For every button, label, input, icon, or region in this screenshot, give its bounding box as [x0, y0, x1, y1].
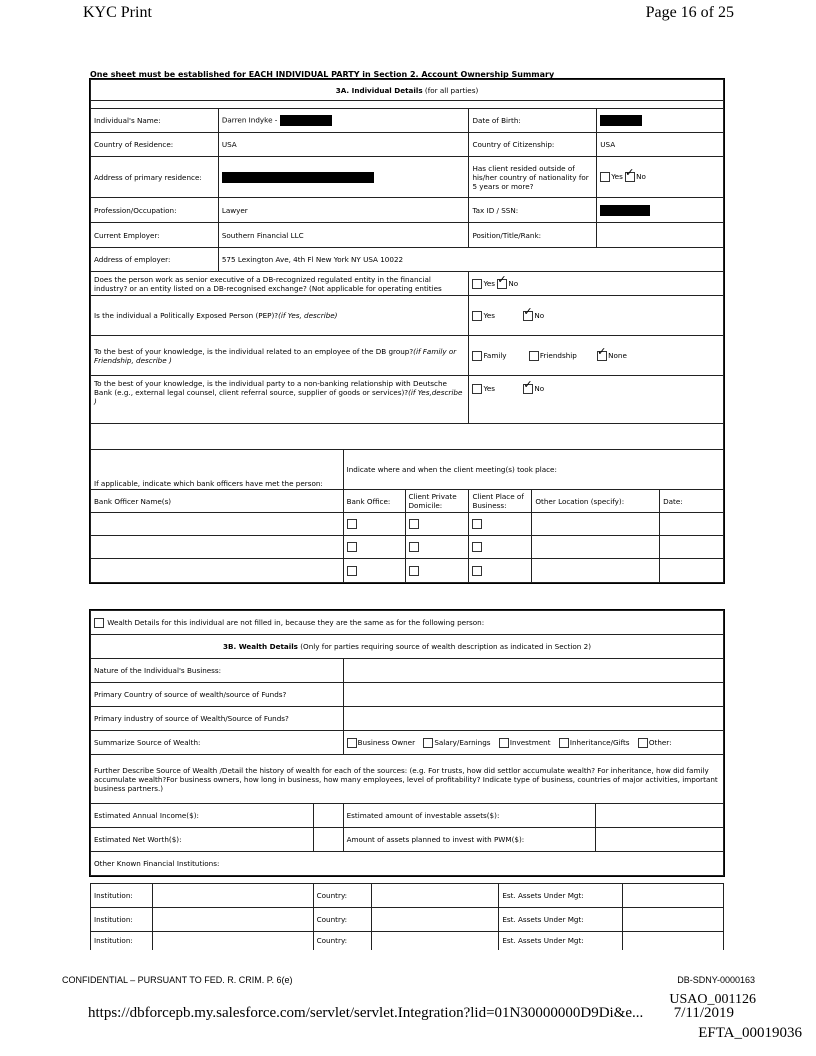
col-bank-office: Bank Office: [343, 490, 405, 513]
dob-label: Date of Birth: [469, 109, 597, 133]
other-location-cell[interactable] [532, 559, 660, 583]
primary-country-value[interactable] [343, 683, 723, 707]
related-family-checkbox[interactable] [472, 351, 482, 361]
taxid-value [597, 198, 724, 223]
institution-row [91, 932, 724, 950]
usao-stamp: USAO_001126 [669, 992, 756, 1007]
place-of-business-checkbox[interactable] [472, 566, 482, 576]
nonbank-question: To the best of your knowledge, is the individual party to a non-banking relationship with Deutsche Bank (e.g., external legal counsel, client referral source, supplier of goods or services)?(if Yes,describe ) [91, 376, 469, 424]
domicile-checkbox[interactable] [409, 519, 419, 529]
assets-mgt-label: Est. Assets Under Mgt: [499, 908, 623, 932]
residence-label: Country of Residence: [91, 133, 219, 157]
institution-label: Institution: [91, 908, 153, 932]
print-date: 7/11/2019 [673, 1005, 734, 1021]
employer-value: Southern Financial LLC [218, 223, 469, 248]
print-title: KYC Print [83, 4, 152, 21]
assets-mgt-label: Est. Assets Under Mgt: [499, 932, 623, 950]
individual-details-table [90, 79, 724, 583]
meeting-row [91, 536, 724, 559]
primary-industry-value[interactable] [343, 707, 723, 731]
profession-value: Lawyer [218, 198, 469, 223]
senior-yes-checkbox[interactable] [472, 279, 482, 289]
confidential-notice: CONFIDENTIAL – PURSUANT TO FED. R. CRIM. P. 6(e) [62, 975, 293, 985]
pwm-assets-value[interactable] [596, 828, 724, 852]
wealth-source-options: Business Owner Salary/Earnings Investment Inheritance/Gifts Other: [343, 731, 723, 755]
officer-name-cell[interactable] [91, 536, 344, 559]
abroad-answer: Yes ✓ No [597, 157, 724, 198]
redaction-bar [222, 172, 374, 183]
col-client-domicile: Client Private Domicile: [405, 490, 469, 513]
officer-name-cell[interactable] [91, 559, 344, 583]
name-value: Darren Indyke - [218, 109, 469, 133]
assets-mgt-value[interactable] [623, 932, 724, 950]
employer-address-value: 575 Lexington Ave, 4th Fl New York NY USA 10022 [218, 248, 723, 272]
place-of-business-checkbox[interactable] [472, 519, 482, 529]
employer-label: Current Employer: [91, 223, 219, 248]
section-3a-title: 3A. Individual Details (for all parties) [91, 80, 724, 101]
other-checkbox[interactable] [638, 738, 648, 748]
pep-question: Is the individual a Politically Exposed Person (PEP)?(if Yes, describe) [91, 296, 469, 336]
abroad-no-checkbox[interactable] [625, 172, 635, 182]
officer-name-cell[interactable] [91, 513, 344, 536]
related-friendship-checkbox[interactable] [529, 351, 539, 361]
col-client-place: Client Place of Business: [469, 490, 532, 513]
bank-office-checkbox[interactable] [347, 542, 357, 552]
related-none-checkbox[interactable] [597, 351, 607, 361]
country-value[interactable] [371, 908, 499, 932]
source-url[interactable]: https://dbforcepb.my.salesforce.com/servlet/servlet.Integration?lid=01N30000000D9Di&e... [88, 1005, 644, 1021]
abroad-yes-checkbox[interactable] [600, 172, 610, 182]
assets-mgt-label: Est. Assets Under Mgt: [499, 884, 623, 908]
domicile-checkbox[interactable] [409, 566, 419, 576]
country-label: Country: [313, 932, 371, 950]
meeting-row [91, 559, 724, 583]
nonbank-answer: Yes ✓ No [469, 376, 724, 424]
page-number: Page 16 of 25 [645, 4, 734, 21]
institution-value[interactable] [152, 932, 313, 950]
senior-exec-answer: Yes ✓ No [469, 272, 724, 296]
name-label: Individual's Name: [91, 109, 219, 133]
abroad-question: Has client resided outside of his/her country of nationality for 5 years or more? [469, 157, 597, 198]
col-officer-name: Bank Officer Name(s) [91, 490, 344, 513]
senior-exec-question: Does the person work as senior executive of a DB-recognized regulated entity in the financial industry? or an entity listed on a DB-recognised exchange? (Not applicable for operating entities [91, 272, 469, 296]
country-label: Country: [313, 908, 371, 932]
nonbank-no-checkbox[interactable] [523, 384, 533, 394]
position-value [597, 223, 724, 248]
inheritance-checkbox[interactable] [559, 738, 569, 748]
address-value [218, 157, 469, 198]
institution-row [91, 908, 724, 932]
annual-income-label: Estimated Annual Income($): [91, 804, 314, 828]
profession-label: Profession/Occupation: [91, 198, 219, 223]
other-location-cell[interactable] [532, 536, 660, 559]
country-value[interactable] [371, 932, 499, 950]
redaction-bar [280, 115, 332, 126]
section-3b-title: 3B. Wealth Details (Only for parties requiring source of wealth description as indicated in Section 2) [91, 635, 724, 659]
institutions-table [90, 883, 724, 950]
related-question: To the best of your knowledge, is the individual related to an employee of the DB group?(if Family or Friendship, describe ) [91, 336, 469, 376]
nonbank-yes-checkbox[interactable] [472, 384, 482, 394]
primary-country-label: Primary Country of source of wealth/source of Funds? [91, 683, 344, 707]
further-describe-text: Further Describe Source of Wealth /Detail the history of wealth for each of the sources: (e.g. For trusts, how did settlor accumulate wealth? For inheritance, how did family accumulate wealth?For business owners, how long in business, how many employees, level of profitability? Indicate type of business, countries of major activities, important business partners.) [91, 755, 724, 804]
country-value[interactable] [371, 884, 499, 908]
same-as-row: Wealth Details for this individual are not filled in, because they are the same as for the following person: [91, 611, 724, 635]
redaction-bar [600, 115, 642, 126]
institution-label: Institution: [91, 884, 153, 908]
date-cell[interactable] [660, 513, 724, 536]
investable-assets-value[interactable] [596, 804, 724, 828]
position-label: Position/Title/Rank: [469, 223, 597, 248]
related-answer: Family Friendship ✓ None [469, 336, 724, 376]
investable-assets-label: Estimated amount of investable assets($): [343, 804, 596, 828]
institution-label: Institution: [91, 932, 153, 950]
same-as-checkbox[interactable] [94, 618, 104, 628]
col-date: Date: [660, 490, 724, 513]
pep-no-checkbox[interactable] [523, 311, 533, 321]
meeting-row [91, 513, 724, 536]
address-label: Address of primary residence: [91, 157, 219, 198]
taxid-label: Tax ID / SSN: [469, 198, 597, 223]
other-fi-label: Other Known Financial Institutions: [91, 852, 724, 876]
dob-value [597, 109, 724, 133]
senior-no-checkbox[interactable] [497, 279, 507, 289]
form-instruction: One sheet must be established for EACH INDIVIDUAL PARTY in Section 2. Account Ownership Summary [90, 70, 555, 79]
country-label: Country: [313, 884, 371, 908]
summarize-label: Summarize Source of Wealth: [91, 731, 344, 755]
date-cell[interactable] [660, 536, 724, 559]
redaction-bar [600, 205, 650, 216]
spacer-row [91, 424, 724, 450]
assets-mgt-value[interactable] [623, 884, 724, 908]
pwm-assets-label: Amount of assets planned to invest with PWM($): [343, 828, 596, 852]
citizenship-label: Country of Citizenship: [469, 133, 597, 157]
institution-value[interactable] [152, 908, 313, 932]
bank-office-checkbox[interactable] [347, 519, 357, 529]
residence-value: USA [218, 133, 469, 157]
business-nature-label: Nature of the Individual's Business: [91, 659, 344, 683]
date-cell[interactable] [660, 559, 724, 583]
col-other-location: Other Location (specify): [532, 490, 660, 513]
officers-question: If applicable, indicate which bank officers have met the person: [91, 450, 344, 490]
citizenship-value: USA [597, 133, 724, 157]
institution-row [91, 884, 724, 908]
pep-yes-checkbox[interactable] [472, 311, 482, 321]
bank-office-checkbox[interactable] [347, 566, 357, 576]
wealth-details-table [90, 610, 724, 876]
business-nature-value[interactable] [343, 659, 723, 683]
business-owner-checkbox[interactable] [347, 738, 357, 748]
place-of-business-checkbox[interactable] [472, 542, 482, 552]
domicile-checkbox[interactable] [409, 542, 419, 552]
bates-number: DB-SDNY-0000163 [677, 975, 755, 985]
assets-mgt-value[interactable] [623, 908, 724, 932]
meeting-question: Indicate where and when the client meeting(s) took place: [343, 450, 723, 490]
pep-answer: Yes ✓ No [469, 296, 724, 336]
other-location-cell[interactable] [532, 513, 660, 536]
primary-industry-label: Primary industry of source of Wealth/Source of Funds? [91, 707, 344, 731]
investment-checkbox[interactable] [499, 738, 509, 748]
efta-number: EFTA_00019036 [698, 1025, 802, 1041]
institution-value[interactable] [152, 884, 313, 908]
employer-address-label: Address of employer: [91, 248, 219, 272]
salary-checkbox[interactable] [423, 738, 433, 748]
net-worth-label: Estimated Net Worth($): [91, 828, 314, 852]
